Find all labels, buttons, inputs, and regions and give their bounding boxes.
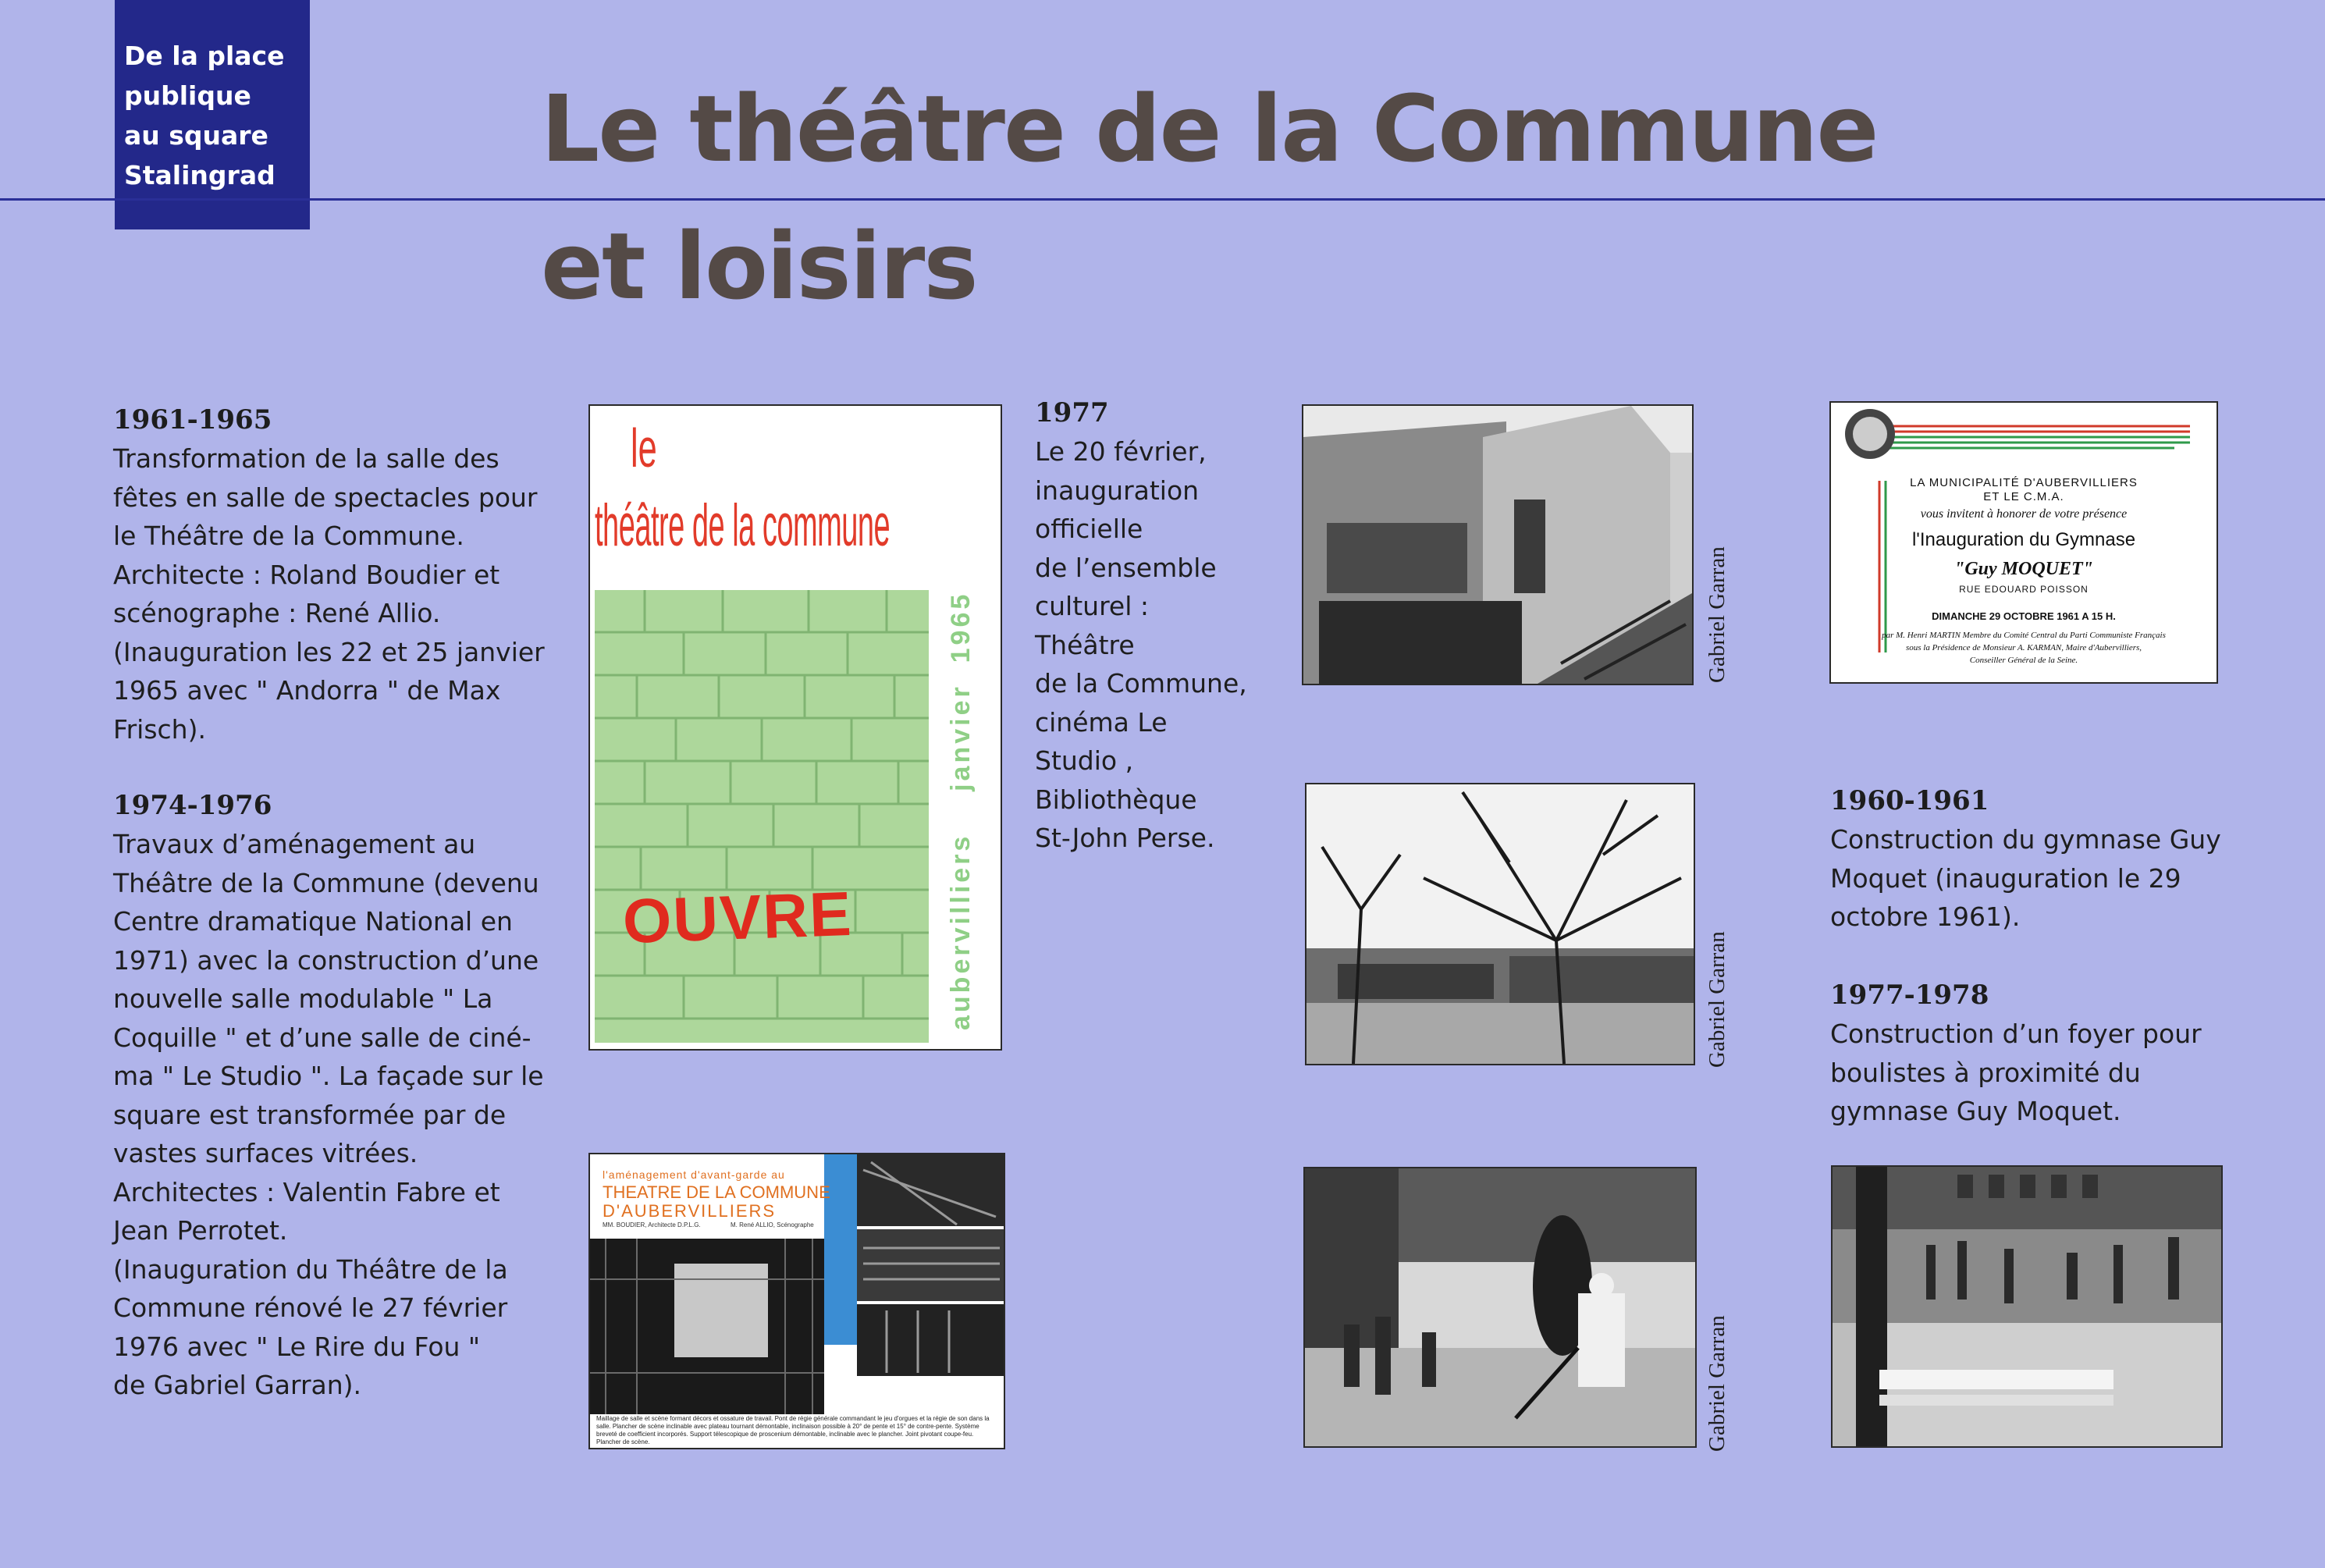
text-line: Construction d’un foyer pour [1830,1019,2202,1049]
page-title-line2: et loisirs [541,212,977,320]
tag-line: De la place [124,41,285,71]
brochure-line2: THEATRE DE LA COMMUNE [603,1182,830,1202]
text-line: 1976 avec " Le Rire du Fou " [113,1331,481,1362]
text-line: de l’ensemble [1035,552,1217,583]
poster-side-text: aubervilliers janvier 1965 [946,591,976,1030]
text-line: Jean Perrotet. [113,1215,288,1246]
text-line: culturel : [1035,591,1150,621]
text-line: St-John Perse. [1035,823,1215,853]
invitation-line1: LA MUNICIPALITÉ D'AUBERVILLIERS [1910,476,2138,489]
text-line: fêtes en salle de spectacles pour [113,482,538,513]
brochure-line3: D'AUBERVILLIERS [603,1201,777,1221]
year-heading: 1960-1961 [1830,785,1989,816]
year-heading: 1977-1978 [1830,980,1989,1011]
theatre-poster-image [588,404,1002,1051]
text-line: Architectes : Valentin Fabre et [113,1176,500,1207]
square-tree-photo [1305,783,1695,1065]
text-line: Architecte : Roland Boudier et [113,559,500,590]
invitation-line10: Conseiller Général de la Seine. [1969,656,2078,665]
text-line: Bibliothèque [1035,784,1197,815]
invitation-line4: l'Inauguration du Gymnase [1911,529,2136,550]
text-line: Studio , [1035,745,1134,776]
text-line: Frisch). [113,713,206,745]
text-line: de la Commune, [1035,668,1247,699]
text-line: (Inauguration les 22 et 25 janvier [113,636,545,667]
middle-section [1035,394,1247,858]
left-section-2 [113,787,544,1405]
street-performers-photo [1303,1167,1697,1448]
text-line: Théâtre [1035,629,1135,660]
invitation-line3: vous invitent à honorer de votre présence [1920,507,2128,521]
poster-title: théâtre de la commune [595,492,891,559]
text-line: (Inauguration du Théâtre de la [113,1253,508,1285]
brochure-credits-left: MM. BOUDIER, Architecte D.P.L.G. [603,1221,701,1228]
invitation-line7: DIMANCHE 29 OCTOBRE 1961 A 15 H. [1932,610,2116,622]
year-heading: 1977 [1035,397,1109,428]
invitation-line8: par M. Henri MARTIN Membre du Comité Central du Parti Communiste Français [1882,631,2166,640]
text-line: 1971) avec la construction d’une [113,944,539,976]
brochure-image [588,1153,1005,1449]
text-line: nouvelle salle modulable " La [113,983,493,1014]
brochure-caption: Maillage de salle et scène formant décors et ossature de travail. Pont de régie générale commandant le jeu d'orgues et la régie de son dans la salle. Plancher de scène inclinable avec plateau tournant démontable, inclinaison possible à 20° de pente et 15° de contre-pente. Système breveté de coefficient incorporés. Support télescopique de proscenium démontable, inclinable avec le plancher. Joint pivotant coupe-feu. Plancher de scène. [596,1415,990,1445]
boules-players-photo [1831,1165,2223,1448]
text-line: scénographe : René Allio. [113,598,441,628]
poster-title-le: le [631,418,657,478]
tag-line: publique [124,80,251,111]
text-line: officielle [1035,514,1143,544]
right-section-1 [1830,782,2221,937]
text-line: cinéma Le [1035,706,1168,738]
tag-line: Stalingrad [124,160,276,190]
text-line: ma " Le Studio ". La façade sur le [113,1061,544,1091]
poster-graffiti: OUVRE [621,878,854,957]
series-tag [115,0,310,229]
text-line: Coquille " et d’une salle de ciné- [113,1022,531,1053]
text-line: Moquet (inauguration le 29 [1830,862,2181,894]
left-section-1 [113,401,545,748]
tag-line: au square [124,120,268,151]
text-line: vastes surfaces vitrées. [113,1138,418,1168]
construction-photo [1302,404,1694,685]
invitation-line2: ET LE C.M.A. [1983,490,2064,503]
text-line: square est transformée par de [113,1099,507,1130]
text-line: inauguration [1035,475,1200,506]
text-line: Le 20 février, [1035,436,1207,467]
text-line: Commune rénové le 27 février [113,1292,508,1323]
text-line: 1965 avec " Andorra " de Max [113,675,501,706]
text-line: boulistes à proximité du [1830,1057,2141,1088]
year-heading: 1961-1965 [113,404,272,436]
text-line: le Théâtre de la Commune. [113,521,464,551]
year-heading: 1974-1976 [113,790,272,821]
text-line: de Gabriel Garran). [113,1370,362,1400]
photo-credit-3: Gabriel Garran [1705,1315,1730,1452]
text-line: Théâtre de la Commune (devenu [113,867,539,898]
text-line: Travaux d’aménagement au [113,829,476,859]
text-line: gymnase Guy Moquet. [1830,1096,2121,1126]
right-section-2 [1830,976,2202,1131]
photo-credit-2: Gabriel Garran [1705,931,1730,1068]
invitation-line5: "Guy MOQUET" [1954,559,2093,579]
text-line: Construction du gymnase Guy [1830,824,2221,855]
text-line: Transformation de la salle des [113,443,499,474]
invitation-line9: sous la Présidence de Monsieur A. KARMAN, Maire d'Aubervilliers, [1905,643,2142,652]
invitation-card-image [1829,401,2218,684]
text-line: octobre 1961). [1830,901,2021,932]
photo-credit-1: Gabriel Garran [1705,546,1730,683]
brochure-credits-right: M. René ALLIO, Scénographe [731,1221,814,1228]
brochure-line1: l'aménagement d'avant-garde au [603,1168,785,1181]
invitation-line6: RUE EDOUARD POISSON [1959,584,2089,595]
header-rule [0,198,2325,201]
page-title-line1: Le théâtre de la Commune [541,75,1878,183]
text-line: Centre dramatique National en [113,906,513,937]
